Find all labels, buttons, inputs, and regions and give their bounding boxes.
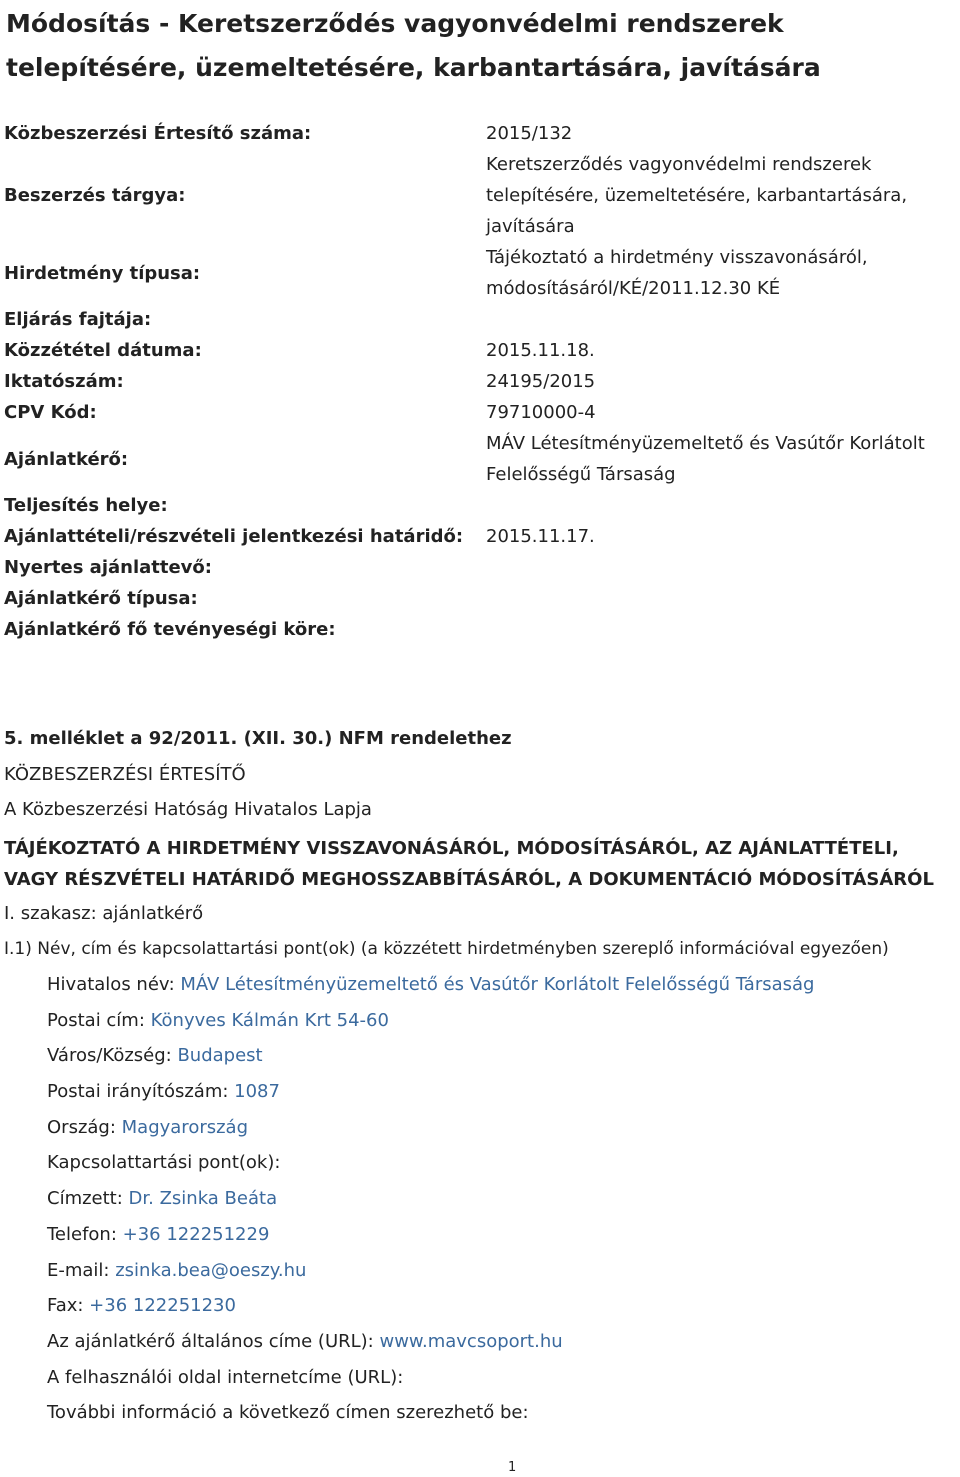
contact-label: További információ a következő címen szerezhető be: bbox=[47, 1402, 529, 1424]
contact-label: Címzett: bbox=[47, 1188, 129, 1210]
meta-label: Közbeszerzési Értesítő száma: bbox=[4, 123, 312, 144]
contact-label: Fax: bbox=[47, 1295, 90, 1317]
contact-label: Város/Község: bbox=[47, 1045, 178, 1067]
meta-value: 2015.11.17. bbox=[486, 526, 595, 547]
contact-value: Könyves Kálmán Krt 54-60 bbox=[150, 1009, 389, 1031]
contact-postal-code bbox=[47, 1077, 947, 1113]
meta-label: Teljesítés helye: bbox=[4, 495, 168, 516]
meta-row-contracting-authority bbox=[4, 428, 956, 490]
contact-label: Az ajánlatkérő általános címe (URL): bbox=[47, 1330, 380, 1352]
contact-addressee bbox=[47, 1184, 947, 1220]
meta-value: 79710000-4 bbox=[486, 402, 596, 423]
meta-value: Tájékoztató a hirdetmény visszavonásáról, módosításáról/KÉ/2011.12.30 KÉ bbox=[486, 247, 868, 299]
meta-label: Eljárás fajtája: bbox=[4, 309, 152, 330]
contact-phone bbox=[47, 1220, 947, 1256]
meta-label: Ajánlatkérő fő tevényeségi köre: bbox=[4, 619, 336, 640]
meta-value: Keretszerződés vagyonvédelmi rendszerek telepítésére, üzemeltetésére, karbantartására, javítására bbox=[486, 154, 908, 237]
section-heading: I. szakasz: ajánlatkérő bbox=[4, 903, 204, 924]
meta-row-notice-type bbox=[4, 242, 956, 304]
meta-label: Ajánlatkérő típusa: bbox=[4, 588, 198, 609]
meta-label: Iktatószám: bbox=[4, 371, 124, 392]
contact-email-link[interactable]: zsinka.bea@oeszy.hu bbox=[115, 1259, 307, 1281]
meta-value: 24195/2015 bbox=[486, 371, 596, 392]
contact-further-info bbox=[47, 1398, 947, 1434]
meta-row-cpv-code bbox=[4, 397, 956, 428]
contact-value: Dr. Zsinka Beáta bbox=[128, 1188, 278, 1210]
annex-reference: 5. melléklet a 92/2011. (XII. 30.) NFM rendelethez bbox=[4, 728, 512, 749]
meta-row-authority-type bbox=[4, 583, 956, 614]
contact-fax bbox=[47, 1291, 947, 1327]
contact-points bbox=[47, 1148, 947, 1184]
contact-url-link[interactable]: www.mavcsoport.hu bbox=[379, 1330, 563, 1352]
contact-value: 1087 bbox=[234, 1081, 280, 1103]
meta-label: CPV Kód: bbox=[4, 402, 97, 423]
contact-label: Ország: bbox=[47, 1116, 122, 1138]
contact-official-name bbox=[47, 970, 947, 1006]
meta-value: MÁV Létesítményüzemeltető és Vasútőr Korlátolt Felelősségű Társaság bbox=[486, 433, 925, 485]
contact-label: Hivatalos név: bbox=[47, 974, 181, 995]
meta-row-winning-bidder bbox=[4, 552, 956, 583]
meta-label: Ajánlattételi/részvételi jelentkezési határidő: bbox=[4, 526, 464, 547]
meta-row-place-of-performance bbox=[4, 490, 956, 521]
gazette-name: KÖZBESZERZÉSI ÉRTESÍTŐ bbox=[4, 764, 246, 785]
contact-details bbox=[47, 970, 947, 1434]
contact-label: A felhasználói oldal internetcíme (URL): bbox=[47, 1366, 404, 1388]
contact-value: +36 122251230 bbox=[89, 1295, 236, 1317]
contact-label: Kapcsolattartási pont(ok): bbox=[47, 1152, 281, 1174]
meta-label: Közzététel dátuma: bbox=[4, 340, 202, 361]
meta-value: 2015.11.18. bbox=[486, 340, 595, 361]
notice-metadata bbox=[4, 118, 956, 645]
contact-label: Postai cím: bbox=[47, 1009, 151, 1031]
subsection-heading: I.1) Név, cím és kapcsolattartási pont(ok) (a közzétett hirdetményben szereplő információval egyezően) bbox=[4, 939, 889, 959]
contact-general-url bbox=[47, 1327, 947, 1363]
contact-label: Postai irányítószám: bbox=[47, 1081, 235, 1103]
contact-email bbox=[47, 1256, 947, 1292]
contact-country bbox=[47, 1113, 947, 1149]
notice-title: TÁJÉKOZTATÓ A HIRDETMÉNY VISSZAVONÁSÁRÓL, MÓDOSÍTÁSÁRÓL, AZ AJÁNLATTÉTELI, VAGY RÉSZVÉTELI HATÁRIDŐ MEGHOSSZABBÍTÁSÁRÓL, A DOKUMENTÁCIÓ MÓDOSÍTÁSÁRÓL bbox=[4, 838, 934, 890]
meta-value: 2015/132 bbox=[486, 123, 573, 144]
page-number: 1 bbox=[508, 1460, 517, 1475]
contact-value: MÁV Létesítményüzemeltető és Vasútőr Korlátolt Felelősségű Társaság bbox=[180, 974, 815, 995]
meta-label: Ajánlatkérő: bbox=[4, 448, 129, 470]
meta-row-procedure-type bbox=[4, 304, 956, 335]
contact-label: Telefon: bbox=[47, 1223, 123, 1245]
meta-row-deadline bbox=[4, 521, 956, 552]
contact-value: +36 122251229 bbox=[122, 1223, 270, 1245]
contact-postal-address bbox=[47, 1006, 947, 1042]
gazette-subtitle: A Közbeszerzési Hatóság Hivatalos Lapja bbox=[4, 799, 372, 820]
meta-label: Beszerzés tárgya: bbox=[4, 185, 186, 206]
meta-label: Nyertes ajánlattevő: bbox=[4, 557, 212, 578]
meta-row-main-activity bbox=[4, 614, 956, 645]
meta-row-publication-date bbox=[4, 335, 956, 366]
contact-value: Magyarország bbox=[121, 1116, 249, 1138]
contact-city bbox=[47, 1041, 947, 1077]
page-title: Módosítás - Keretszerződés vagyonvédelmi rendszerek telepítésére, üzemeltetésére, karbantartására, javítására bbox=[6, 9, 821, 82]
contact-label: E-mail: bbox=[47, 1259, 116, 1281]
contact-buyer-profile-url bbox=[47, 1363, 947, 1399]
meta-row-subject bbox=[4, 149, 956, 242]
meta-row-gazette-number bbox=[4, 118, 956, 149]
contact-value: Budapest bbox=[177, 1045, 263, 1067]
meta-row-reference-number bbox=[4, 366, 956, 397]
meta-label: Hirdetmény típusa: bbox=[4, 262, 201, 284]
